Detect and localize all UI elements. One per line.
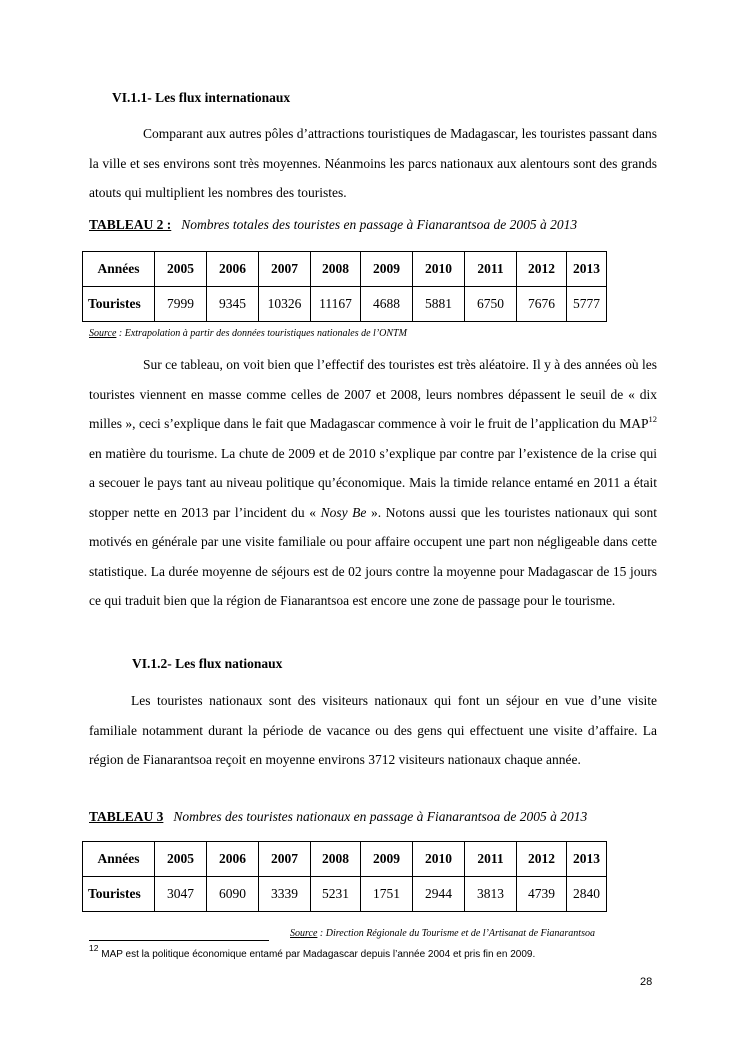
table3-source-label: Source	[290, 928, 318, 939]
table3-source	[290, 928, 595, 939]
table3-value: 2944	[413, 877, 465, 912]
table2-year: 2008	[311, 252, 361, 287]
table2-header-label: Années	[83, 252, 155, 287]
table3-header-label: Années	[83, 842, 155, 877]
table2-title: Nombres totales des touristes en passage à Fianarantsoa de 2005 à 2013	[181, 217, 578, 232]
table2-source-text: : Extrapolation à partir des données touristiques nationales de l’ONTM	[116, 328, 407, 339]
table2-year: 2005	[155, 252, 207, 287]
table2-data-row	[83, 287, 607, 322]
table3-year: 2011	[465, 842, 517, 877]
table2-year: 2009	[361, 252, 413, 287]
table3-year: 2012	[517, 842, 567, 877]
table3-year: 2013	[567, 842, 607, 877]
table3-value: 6090	[207, 877, 259, 912]
table2-value: 4688	[361, 287, 413, 322]
table3-title: Nombres des touristes nationaux en passage à Fianarantsoa de 2005 à 2013	[173, 809, 588, 824]
table3-value: 5231	[311, 877, 361, 912]
table2-caption	[89, 217, 577, 233]
intro-paragraph-national: Les touristes nationaux sont des visiteurs nationaux qui font un séjour en vue d’une visite familiale notamment durant la période de vacance ou des gens qui effectuent une visite d’affaire. La région de Fianarantsoa reçoit en moyenne environs 3712 visiteurs nationaux chaque année.	[89, 693, 657, 767]
table3-value: 4739	[517, 877, 567, 912]
table3-value: 3813	[465, 877, 517, 912]
footnote	[89, 943, 536, 960]
analysis-text-3: ». Notons aussi que les touristes nationaux qui sont motivés en générale par une visite familiale ou pour affaire occupent une part non négligeable dans cette statistique. La durée moyenne de séjours est de 02 jours contre la moyenne pour Madagascar de 15 jours ce qui traduit bien que la région de Fianarantsoa est encore une zone de passage pour le tourisme.	[89, 504, 657, 608]
table2-value: 11167	[311, 287, 361, 322]
footnote-number: 12	[89, 943, 99, 953]
analysis-text-1: Sur ce tableau, on voit bien que l’effectif des touristes est très aléatoire. Il y à des années où les touristes viennent en masse comme celles de 2007 et 2008, leurs nombres dépassent le seuil de « dix milles », ceci s’explique dans le fait que Madagascar commence à voir le fruit de l’application du MAP	[89, 357, 657, 431]
table2-value: 7999	[155, 287, 207, 322]
table2-value: 5777	[567, 287, 607, 322]
table2-header-row	[83, 252, 607, 287]
table3-label: TABLEAU 3	[89, 809, 164, 824]
table3-value: 3339	[259, 877, 311, 912]
table2-year: 2013	[567, 252, 607, 287]
table2	[82, 251, 607, 322]
table3-row-label: Touristes	[83, 877, 155, 912]
table2-value: 7676	[517, 287, 567, 322]
table2-year: 2010	[413, 252, 465, 287]
table3-year: 2006	[207, 842, 259, 877]
section-heading-international: VI.1.1- Les flux internationaux	[112, 90, 291, 105]
table2-value: 9345	[207, 287, 259, 322]
table2-year: 2011	[465, 252, 517, 287]
table2-row-label: Touristes	[83, 287, 155, 322]
footnote-text: MAP est la politique économique entamé par Madagascar depuis l’année 2004 et pris fin en 2009.	[98, 949, 536, 960]
table3-year: 2009	[361, 842, 413, 877]
analysis-italic-term: Nosy Be	[320, 504, 367, 520]
footnote-separator	[89, 940, 269, 941]
table2-year: 2007	[259, 252, 311, 287]
table3	[82, 841, 607, 912]
footnote-reference: 12	[648, 414, 657, 424]
table3-value: 3047	[155, 877, 207, 912]
table3-source-text: : Direction Régionale du Tourisme et de l’Artisanat de Fianarantsoa	[317, 928, 595, 939]
analysis-text-2: en matière du tourisme. La chute de 2009 et de 2010 s’explique par contre par l’existence de la crise qui a secouer le pays tant au niveau politique qu’économique. Mais la timide relance entamé en 2011 a était stopper nette en 2013 par l’incident du «	[89, 445, 657, 520]
table2-value: 10326	[259, 287, 311, 322]
table3-value: 2840	[567, 877, 607, 912]
table3-year: 2005	[155, 842, 207, 877]
table3-value: 1751	[361, 877, 413, 912]
table3-year: 2010	[413, 842, 465, 877]
table2-source-label: Source	[89, 328, 117, 339]
table3-data-row	[83, 877, 607, 912]
section-heading-national: VI.1.2- Les flux nationaux	[132, 656, 283, 671]
page-number: 28	[640, 976, 653, 988]
table3-caption	[89, 809, 587, 825]
intro-paragraph-international: Comparant aux autres pôles d’attractions touristiques de Madagascar, les touristes passant dans la ville et ses environs sont très moyennes. Néanmoins les parcs nationaux aux alentours sont des grands atouts qui multiplient les nombres des touristes.	[89, 126, 657, 200]
table2-label: TABLEAU 2 :	[89, 217, 172, 232]
table3-year: 2008	[311, 842, 361, 877]
table2-value: 6750	[465, 287, 517, 322]
table2-year: 2012	[517, 252, 567, 287]
table3-year: 2007	[259, 842, 311, 877]
table2-value: 5881	[413, 287, 465, 322]
table3-header-row	[83, 842, 607, 877]
table2-year: 2006	[207, 252, 259, 287]
table2-source	[89, 328, 407, 339]
analysis-paragraph	[89, 350, 657, 616]
